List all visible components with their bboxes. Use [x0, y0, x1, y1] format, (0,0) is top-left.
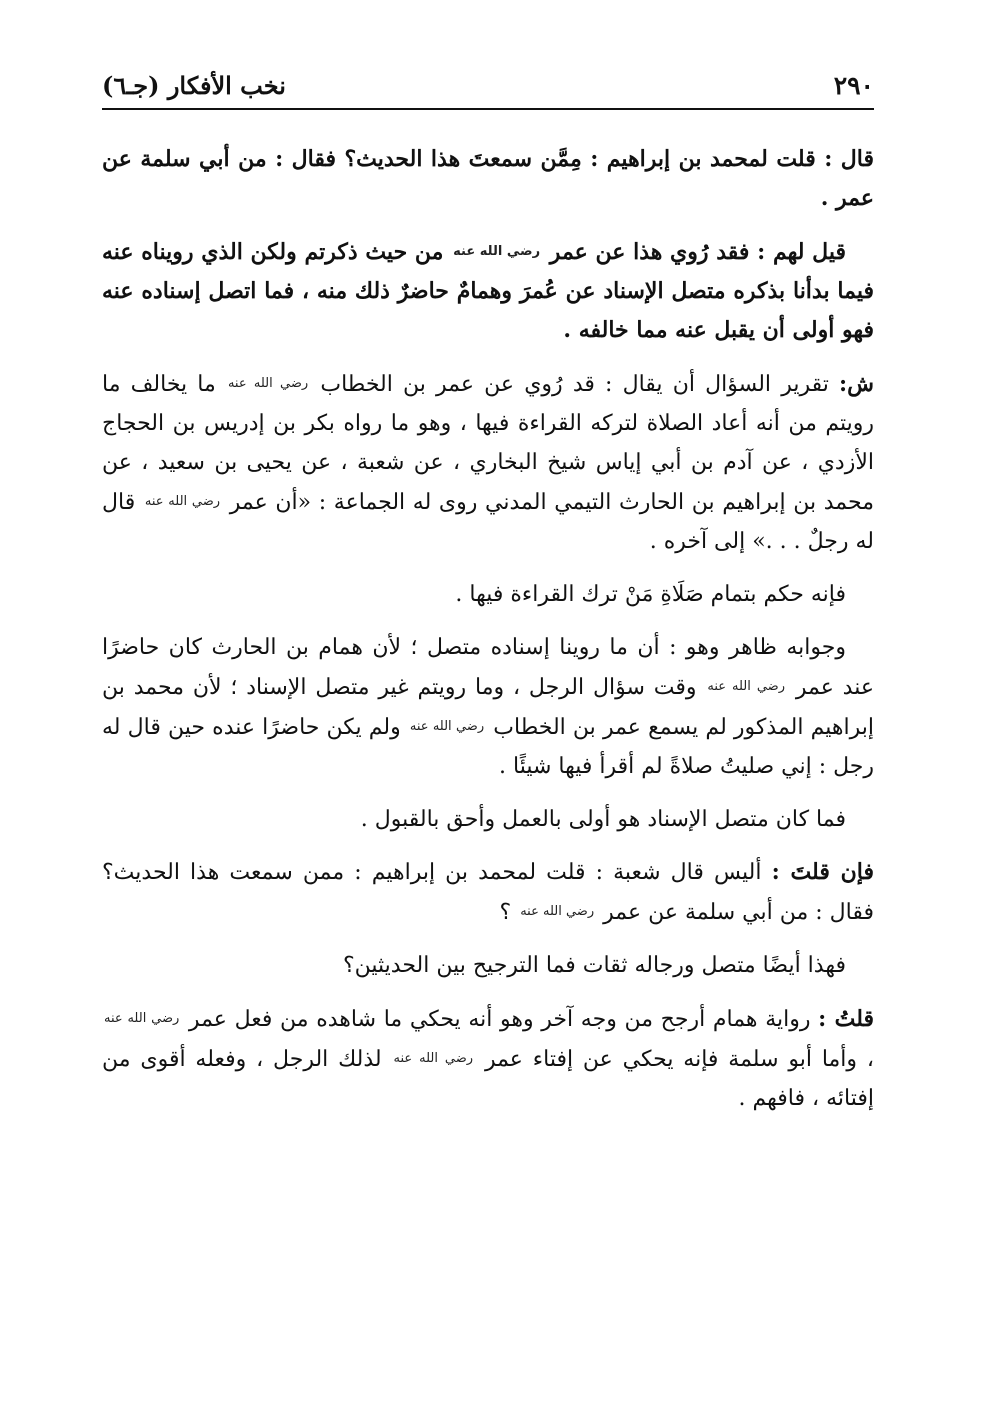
paragraph-ruling	[102, 575, 874, 614]
paragraph-text: قال : قلت لمحمد بن إبراهيم : مِمَّن سمعتَ هذا الحديث؟ فقال : من أبي سلمة عن عمر .	[102, 146, 874, 211]
paragraph-text: ولم يكن حاضرًا عنده حين قال له رجل : إني صليتُ صلاةً لم أقرأ فيها شيئًا .	[102, 715, 874, 779]
honorific-symbol: رضي الله عنه	[227, 376, 309, 391]
paragraph-commentary	[102, 364, 874, 561]
paragraph-text: فما كان متصل الإسناد هو أولى بالعمل وأحق بالقبول .	[360, 807, 846, 832]
paragraph-text: ؟	[499, 900, 519, 925]
paragraph-text: لذلك الرجل ، وفعله أقوى من إفتائه ، فافهم .	[102, 1047, 874, 1111]
paragraph-lead: ش:	[839, 371, 874, 397]
honorific-symbol: رضي الله عنه	[409, 719, 485, 734]
honorific-symbol: رضي الله عنه	[104, 1011, 180, 1026]
paragraph-text: قال له رجلٌ . . .» إلى آخره .	[102, 490, 874, 554]
paragraph-question	[102, 946, 874, 985]
paragraph-reply	[102, 232, 874, 350]
paragraph-answer	[102, 628, 874, 786]
honorific-symbol: رضي الله عنه	[520, 904, 595, 919]
paragraph-text: رواية همام أرجح من وجه آخر وهو أنه يحكي ما شاهده من فعل عمر	[181, 1007, 819, 1032]
paragraph-resolution	[102, 999, 874, 1118]
paragraph-text: فهذا أيضًا متصل ورجاله ثقات فما الترجيح بين الحديثين؟	[342, 953, 846, 978]
page-number: ٢٩٠	[833, 70, 874, 100]
running-title: نخب الأفكار (جـ٦)	[102, 70, 286, 100]
paragraph-text: ما يخالف ما رويتم من أنه أعاد الصلاة لتركه القراءة فيها ، وهو ما رواه بكر بن إدريس بن الحجاج الأزدي ، عن آدم بن أبي إياس شيخ البخاري ، عن شعبة ، عن يحيى بن سعيد ، عن محمد بن إبراهيم بن الحارث التيمي المدني روى له الجماعة : «أن عمر	[102, 372, 874, 515]
honorific-symbol: رضي الله عنه	[393, 1051, 474, 1066]
page-body	[102, 140, 874, 1340]
paragraph-text: من حيث ذكرتم ولكن الذي رويناه عنه فيما بدأنا بذكره متصل الإسناد عن عُمرَ وهمامٌ حاضرٌ ذلك منه ، فما اتصل إسناده عنه فهو أولى أن يقبل عنه مما خالفه .	[102, 239, 874, 343]
paragraph-objection	[102, 853, 874, 932]
paragraph-text: ، وأما أبو سلمة فإنه يحكي عن إفتاء عمر	[475, 1047, 874, 1072]
paragraph-text: قيل لهم : فقد رُوي هذا عن عمر	[542, 239, 846, 265]
paragraph-text: وجوابه ظاهر وهو : أن ما روينا إسناده متصل ؛ لأن همام بن الحارث كان حاضرًا عند عمر	[102, 635, 874, 700]
honorific-symbol: رضي الله عنه	[707, 679, 785, 694]
page-header	[102, 62, 874, 110]
paragraph-lead: فإن قلتَ :	[771, 859, 874, 885]
paragraph-text: تقرير السؤال أن يقال : قد رُوي عن عمر بن الخطاب	[310, 372, 839, 397]
honorific-symbol: رضي الله عنه	[453, 244, 541, 259]
paragraph-text: أليس قال شعبة : قلت لمحمد بن إبراهيم : ممن سمعت هذا الحديث؟ فقال : من أبي سلمة عن عمر	[102, 860, 874, 925]
honorific-symbol: رضي الله عنه	[144, 494, 221, 509]
paragraph-lead: قلتُ :	[818, 1006, 874, 1032]
paragraph-conclusion	[102, 800, 874, 839]
paragraph-text: فإنه حكم بتمام صَلَاةِ مَنْ ترك القراءة فيها .	[455, 582, 846, 607]
paragraph-text: وقت سؤال الرجل ، وما رويتم غير متصل الإسناد ؛ لأن محمد بن إبراهيم المذكور لم يسمع عمر بن الخطاب	[102, 675, 874, 740]
paragraph-quote	[102, 140, 874, 218]
